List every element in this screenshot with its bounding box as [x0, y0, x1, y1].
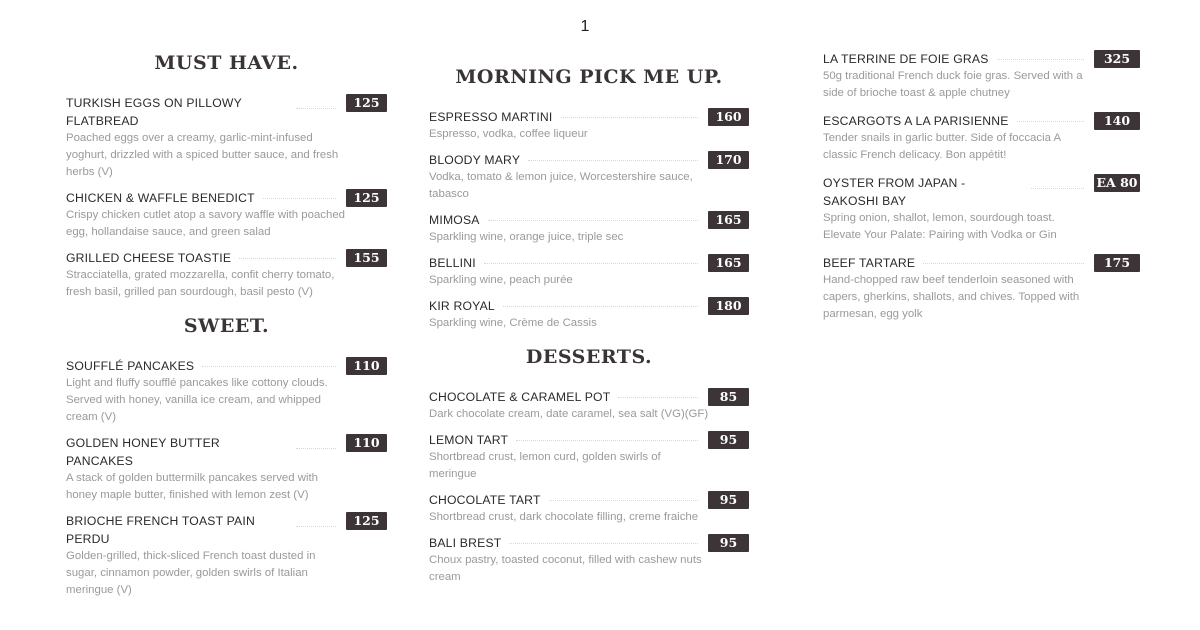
- menu-item: [429, 534, 749, 586]
- menu-item-name: CHOCOLATE TART: [429, 493, 541, 507]
- menu-item-description: Vodka, tomato & lemon juice, Worcestershire sauce, tabasco: [429, 171, 693, 200]
- menu-item-header: [429, 211, 749, 229]
- menu-item-header: [429, 431, 749, 449]
- menu-item-header: [66, 249, 387, 267]
- menu-item-header: [66, 189, 387, 207]
- menu-item-price: 110: [346, 357, 387, 375]
- menu-item-name: TURKISH EGGS ON PILLOWY FLATBREAD: [66, 96, 242, 128]
- dotted-leader: [516, 431, 698, 441]
- menu-item: [429, 491, 749, 526]
- menu-item-header: [823, 174, 1140, 210]
- menu-section: [429, 66, 749, 332]
- menu-item-header: [429, 108, 749, 126]
- menu-column-2: [429, 64, 749, 594]
- menu-item: [66, 512, 387, 599]
- menu-item-header: [429, 297, 749, 315]
- menu-item-price: 125: [346, 189, 387, 207]
- menu-item-price: 85: [708, 388, 749, 406]
- menu-column-3: [823, 50, 1140, 333]
- dotted-leader: [528, 151, 698, 161]
- menu-item-header: [429, 534, 749, 552]
- menu-item-description: Dark chocolate cream, date caramel, sea salt (VG)(GF): [429, 408, 709, 420]
- menu-item: [66, 189, 387, 241]
- menu-item-header: [66, 357, 387, 375]
- menu-item-price: 110: [346, 434, 387, 452]
- section-heading: DESSERTS.: [525, 346, 653, 368]
- menu-item-name: OYSTER FROM JAPAN - SAKOSHI BAY: [823, 176, 966, 208]
- section-heading: MUST HAVE.: [154, 52, 299, 74]
- menu-item-description: Sparkling wine, orange juice, triple sec: [429, 231, 624, 243]
- page-number: 1: [580, 18, 590, 35]
- menu-item: [429, 254, 749, 289]
- menu-item-header: [66, 434, 387, 470]
- section-heading: MORNING PICK ME UP.: [455, 66, 723, 88]
- dotted-leader: [1017, 112, 1084, 122]
- menu-item-price: 125: [346, 94, 387, 112]
- menu-item-name: LEMON TART: [429, 433, 509, 447]
- menu-section: [66, 52, 387, 301]
- dotted-leader: [202, 357, 336, 367]
- dotted-leader: [997, 50, 1084, 60]
- menu-item-description: Spring onion, shallot, lemon, sourdough toast. Elevate Your Palate: Pairing with Vodka or Gin: [823, 212, 1057, 241]
- menu-item: [66, 94, 387, 181]
- menu-item-name: KIR ROYAL: [429, 299, 495, 313]
- menu-item-description: 50g traditional French duck foie gras. Served with a side of brioche toast & apple chutney: [823, 70, 1083, 99]
- dotted-leader: [296, 94, 336, 109]
- menu-item-description: Hand-chopped raw beef tenderloin seasoned with capers, gherkins, shallots, and chives. Topped with parmesan, egg yolk: [823, 274, 1080, 320]
- dotted-leader: [618, 388, 698, 398]
- menu-item-name: ESPRESSO MARTINI: [429, 110, 553, 124]
- menu-item-name: GOLDEN HONEY BUTTER PANCAKES: [66, 436, 220, 468]
- dotted-leader: [239, 249, 336, 259]
- menu-item-description: Poached eggs over a creamy, garlic-mint-infused yoghurt, drizzled with a spiced butter sauce, and fresh herbs (V): [66, 132, 339, 178]
- menu-item-description: Sparkling wine, Crème de Cassis: [429, 317, 597, 329]
- menu-item-header: [429, 388, 749, 406]
- menu-item: [429, 211, 749, 246]
- menu-item: [429, 388, 749, 423]
- dotted-leader: [549, 491, 698, 501]
- dotted-leader: [923, 254, 1084, 264]
- menu-item-price: 165: [708, 211, 749, 229]
- dotted-leader: [1031, 174, 1084, 189]
- menu-item-price: 160: [708, 108, 749, 126]
- menu-item-name: LA TERRINE DE FOIE GRAS: [823, 52, 989, 66]
- menu-item-price: EA 80: [1094, 174, 1140, 192]
- menu-item-price: 95: [708, 431, 749, 449]
- menu-item-name: BLOODY MARY: [429, 153, 521, 167]
- menu-item-description: A stack of golden buttermilk pancakes served with honey maple butter, finished with lemon zest (V): [66, 472, 318, 501]
- menu-item-description: Tender snails in garlic butter. Side of foccacia A classic French delicacy. Bon appétit!: [823, 132, 1061, 161]
- menu-item-header: [823, 50, 1140, 68]
- menu-item-price: 155: [346, 249, 387, 267]
- menu-section: [66, 315, 387, 599]
- menu-item-header: [429, 254, 749, 272]
- menu-item-description: Shortbread crust, lemon curd, golden swirls of meringue: [429, 451, 661, 480]
- menu-item-header: [429, 151, 749, 169]
- menu-item-name: CHICKEN & WAFFLE BENEDICT: [66, 191, 255, 205]
- menu-item-header: [66, 94, 387, 130]
- menu-item-name: BEEF TARTARE: [823, 256, 916, 270]
- menu-item-description: Light and fluffy soufflé pancakes like cottony clouds. Served with honey, vanilla ice cream, and whipped cream (V): [66, 377, 328, 423]
- menu-item: [823, 254, 1140, 323]
- menu-item-name: MIMOSA: [429, 213, 480, 227]
- dotted-leader: [484, 254, 698, 264]
- menu-item: [66, 357, 387, 426]
- menu-item-name: BRIOCHE FRENCH TOAST PAIN PERDU: [66, 514, 255, 546]
- menu-item: [66, 249, 387, 301]
- menu-item-header: [429, 491, 749, 509]
- menu-item-description: Espresso, vodka, coffee liqueur: [429, 128, 588, 140]
- menu-item-header: [823, 254, 1140, 272]
- menu-section: [429, 346, 749, 586]
- menu-item-price: 165: [708, 254, 749, 272]
- menu-item: [429, 108, 749, 143]
- menu-item: [66, 434, 387, 504]
- menu-section: [823, 50, 1140, 323]
- menu-item-price: 170: [708, 151, 749, 169]
- menu-item-header: [66, 512, 387, 548]
- dotted-leader: [263, 189, 336, 199]
- dotted-leader: [488, 211, 698, 221]
- menu-item-name: GRILLED CHEESE TOASTIE: [66, 251, 232, 265]
- section-heading: SWEET.: [183, 315, 270, 337]
- menu-item-header: [823, 112, 1140, 130]
- menu-item: [429, 297, 749, 332]
- menu-item-description: Shortbread crust, dark chocolate filling, creme fraiche: [429, 511, 699, 523]
- menu-item-price: 95: [708, 491, 749, 509]
- menu-item-name: CHOCOLATE & CARAMEL POT: [429, 390, 611, 404]
- menu-item-description: Choux pastry, toasted coconut, filled with cashew nuts cream: [429, 554, 702, 583]
- menu-item: [823, 112, 1140, 164]
- menu-item-name: BALI BREST: [429, 536, 502, 550]
- dotted-leader: [503, 297, 698, 307]
- menu-item-price: 180: [708, 297, 749, 315]
- menu-item-name: ESCARGOTS A LA PARISIENNE: [823, 114, 1009, 128]
- dotted-leader: [296, 434, 336, 449]
- menu-item-name: BELLINI: [429, 256, 476, 270]
- menu-item-price: 140: [1094, 112, 1140, 130]
- menu-item-description: Sparkling wine, peach purée: [429, 274, 573, 286]
- menu-column-1: [66, 50, 387, 607]
- menu-item-price: 175: [1094, 254, 1140, 272]
- menu-item-price: 95: [708, 534, 749, 552]
- menu-item: [823, 174, 1140, 244]
- menu-item-description: Golden-grilled, thick-sliced French toast dusted in sugar, cinnamon powder, golden swirls of Italian meringue (V): [66, 550, 316, 596]
- menu-item-description: Crispy chicken cutlet atop a savory waffle with poached egg, hollandaise sauce, and green salad: [66, 209, 346, 238]
- menu-item-description: Stracciatella, grated mozzarella, confit cherry tomato, fresh basil, grilled pan sourdough, basil pesto (V): [66, 269, 335, 298]
- dotted-leader: [561, 108, 698, 118]
- menu-item-name: SOUFFLÉ PANCAKES: [66, 359, 195, 373]
- menu-item: [823, 50, 1140, 102]
- menu-item-price: 125: [346, 512, 387, 530]
- dotted-leader: [509, 534, 698, 544]
- menu-item-price: 325: [1094, 50, 1140, 68]
- menu-item: [429, 431, 749, 483]
- dotted-leader: [296, 512, 336, 527]
- menu-item: [429, 151, 749, 203]
